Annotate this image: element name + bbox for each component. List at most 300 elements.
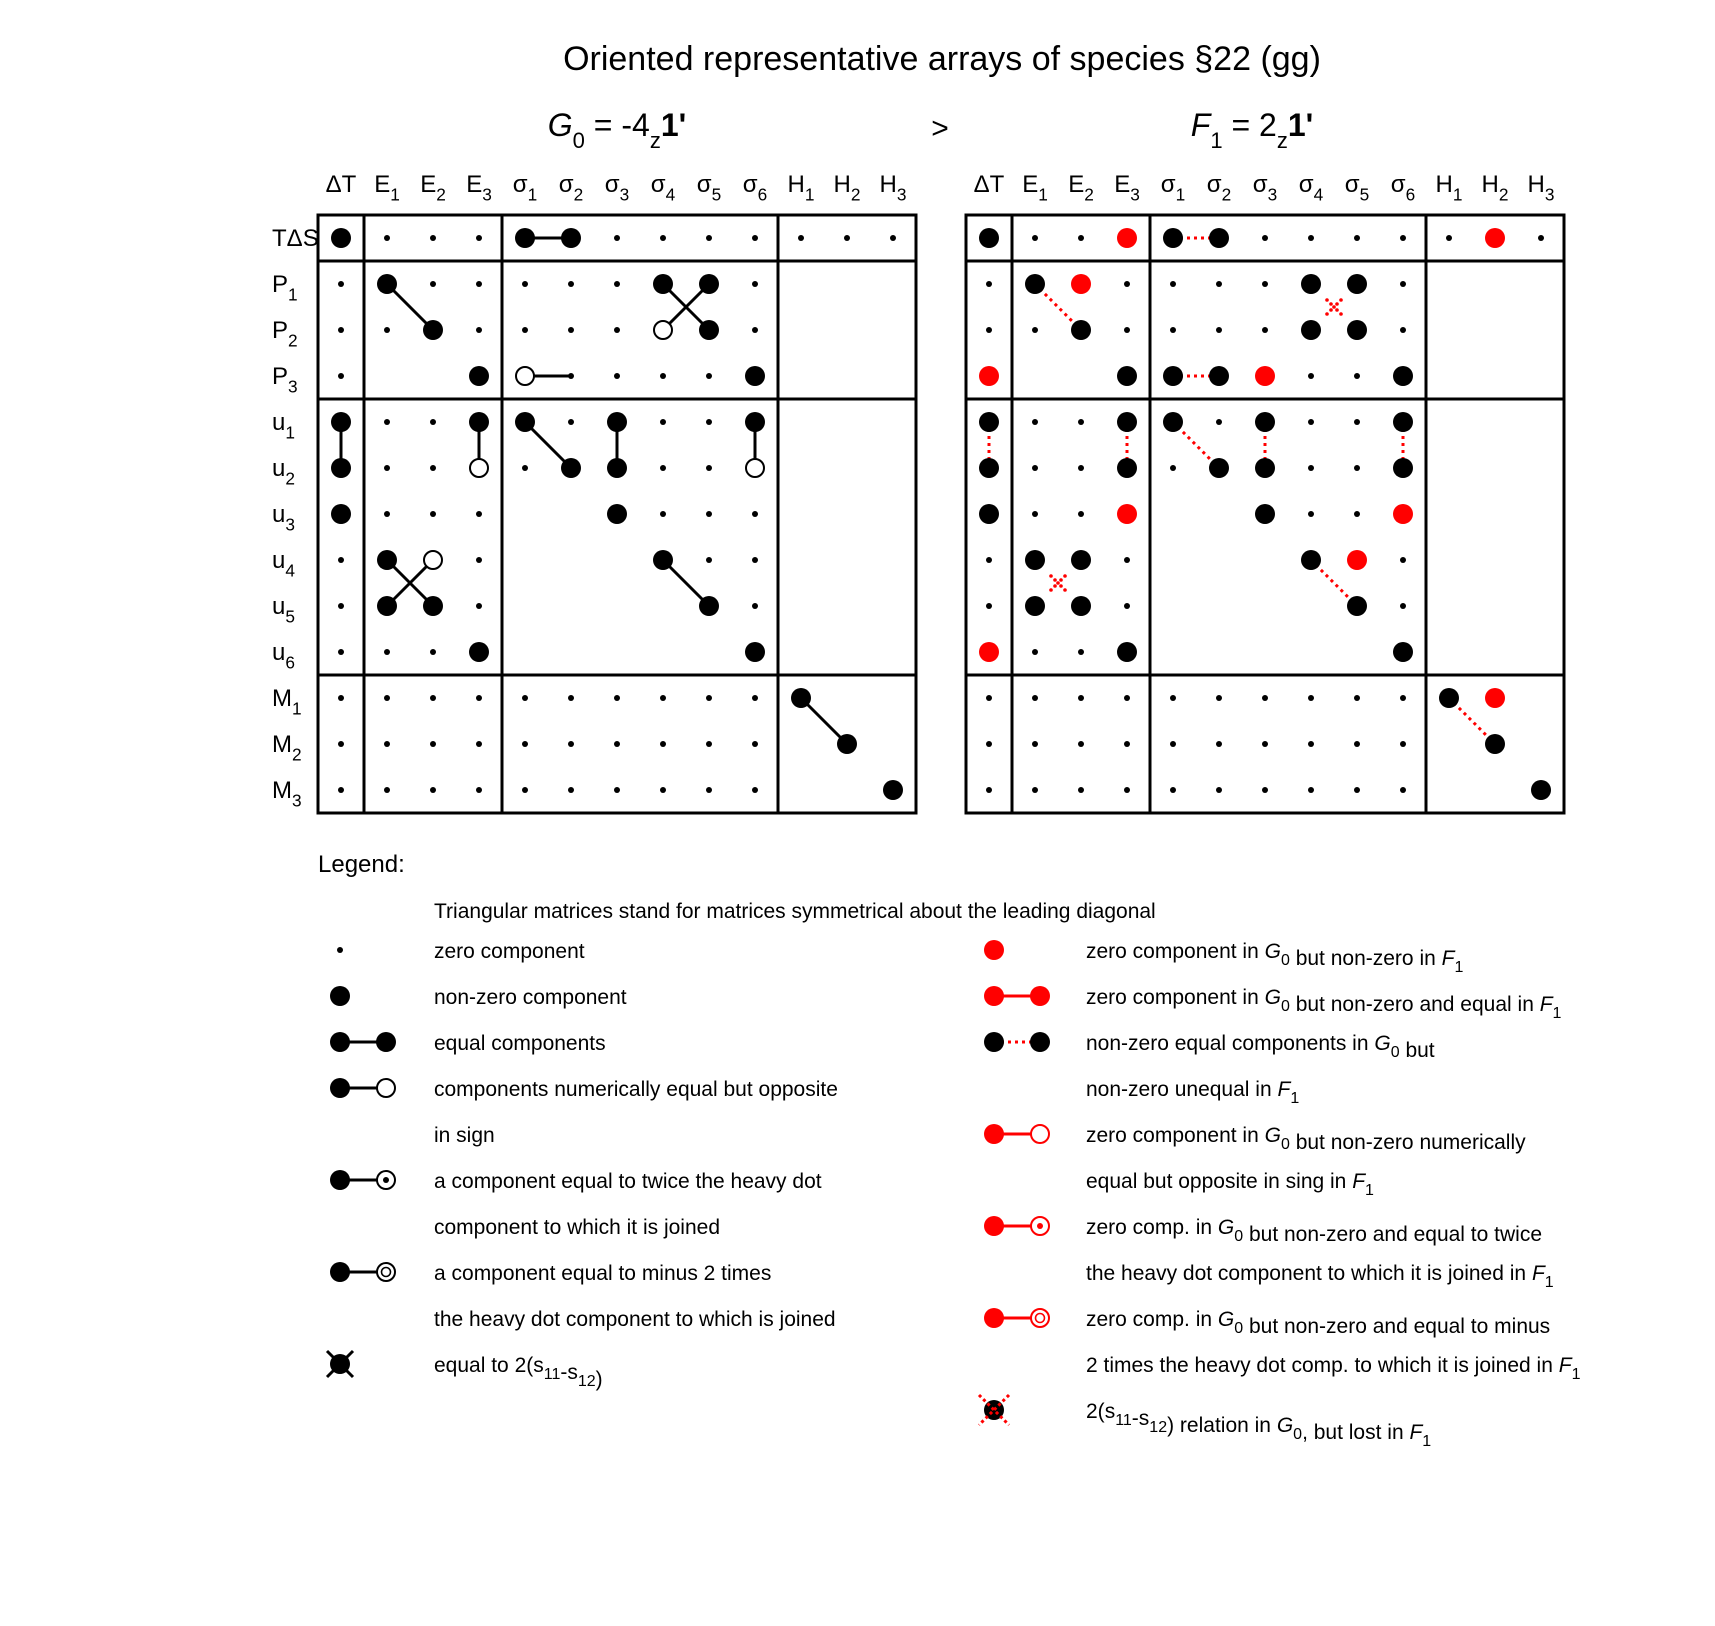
new-nonzero-component — [1117, 504, 1137, 524]
row-header: $u_3$ — [272, 501, 295, 535]
zero-component — [1216, 281, 1222, 287]
zero-component — [1308, 695, 1314, 701]
zero-component — [384, 511, 390, 517]
zero-component — [986, 557, 992, 563]
zero-component — [384, 235, 390, 241]
zero-component — [476, 741, 482, 747]
zero-component — [1354, 373, 1360, 379]
nonzero-component — [1071, 550, 1091, 570]
zero-component — [568, 373, 574, 379]
new-nonzero-component — [1347, 550, 1367, 570]
column-header: $E_1$ — [374, 171, 400, 205]
column-header: $E_2$ — [420, 171, 446, 205]
zero-component — [384, 787, 390, 793]
zero-component — [660, 465, 666, 471]
zero-component — [1032, 649, 1038, 655]
zero-component — [986, 603, 992, 609]
nonzero-component — [331, 228, 351, 248]
legend-text: zero component in $G_0$ but non-zero numerically — [1086, 1124, 1526, 1154]
legend-text: zero component — [434, 940, 585, 963]
zero-component — [752, 741, 758, 747]
nonzero-component — [423, 320, 443, 340]
legend-text: zero component in $G_0$ but non-zero and equal in $F_1$ — [1086, 986, 1562, 1022]
matrix-g0 — [272, 171, 916, 813]
zero-component — [476, 281, 482, 287]
zero-component — [1032, 235, 1038, 241]
nonzero-component — [377, 274, 397, 294]
legend-text: non-zero equal components in $G_0$ but — [1086, 1032, 1435, 1062]
nonzero-component — [1347, 320, 1367, 340]
nonzero-component — [377, 596, 397, 616]
zero-component — [660, 235, 666, 241]
column-header: $\sigma_3$ — [604, 171, 630, 205]
column-header: $\sigma_6$ — [1390, 171, 1416, 205]
zero-component — [752, 787, 758, 793]
zero-component — [1400, 787, 1406, 793]
zero-component — [660, 695, 666, 701]
zero-component — [706, 787, 712, 793]
new-nonzero-component — [1393, 504, 1413, 524]
nonzero-component — [1209, 228, 1229, 248]
zero-component — [1400, 557, 1406, 563]
zero-component — [1124, 603, 1130, 609]
zero-component — [1262, 695, 1268, 701]
row-header: $M_3$ — [272, 777, 302, 811]
legend-text: equal components — [434, 1032, 606, 1055]
legend-text: equal to $2(s_{11}-s_{12})$ — [434, 1354, 603, 1391]
nonzero-component — [1531, 780, 1551, 800]
zero-component — [384, 741, 390, 747]
legend-note: Triangular matrices stand for matrices symmetrical about the leading diagonal — [434, 900, 1156, 923]
zero-component — [706, 465, 712, 471]
row-header: $u_1$ — [272, 409, 295, 443]
zero-component — [1078, 511, 1084, 517]
zero-component — [1032, 465, 1038, 471]
zero-component — [1354, 787, 1360, 793]
zero-component — [568, 741, 574, 747]
new-nonzero-component — [979, 366, 999, 386]
zero-component — [614, 695, 620, 701]
zero-component — [1170, 741, 1176, 747]
opposite-sign-component — [746, 459, 764, 477]
zero-component — [1078, 695, 1084, 701]
zero-component — [384, 465, 390, 471]
zero-component — [1170, 695, 1176, 701]
zero-component — [1216, 787, 1222, 793]
zero-component — [1354, 235, 1360, 241]
zero-component — [1262, 787, 1268, 793]
column-header: $E_1$ — [1022, 171, 1048, 205]
zero-component — [384, 695, 390, 701]
nonzero-component — [331, 458, 351, 478]
nonzero-component — [607, 504, 627, 524]
column-header: $\sigma_1$ — [1160, 171, 1186, 205]
zero-component — [476, 603, 482, 609]
nonzero-component — [1393, 366, 1413, 386]
row-header: TΔS — [272, 225, 319, 252]
column-header: $\sigma_4$ — [650, 171, 676, 205]
row-header: $P_1$ — [272, 271, 298, 305]
zero-component — [1216, 695, 1222, 701]
zero-component — [338, 695, 344, 701]
zero-component — [660, 787, 666, 793]
nonzero-component — [1117, 412, 1137, 432]
nonzero-component — [1025, 596, 1045, 616]
zero-component — [1124, 557, 1130, 563]
zero-component — [1354, 419, 1360, 425]
zero-component — [430, 235, 436, 241]
opposite-sign-component — [424, 551, 442, 569]
zero-component — [1308, 787, 1314, 793]
legend-text: components numerically equal but opposite — [434, 1078, 838, 1101]
nonzero-component — [1209, 366, 1229, 386]
zero-component — [1354, 465, 1360, 471]
new-nonzero-component — [1485, 228, 1505, 248]
zero-component — [706, 511, 712, 517]
opposite-sign-component — [470, 459, 488, 477]
nonzero-component — [745, 412, 765, 432]
zero-component — [338, 373, 344, 379]
zero-component — [522, 695, 528, 701]
zero-component — [614, 281, 620, 287]
zero-component — [1446, 235, 1452, 241]
zero-component — [430, 741, 436, 747]
row-header: $P_2$ — [272, 317, 298, 351]
zero-component — [1354, 741, 1360, 747]
zero-component — [1308, 741, 1314, 747]
legend-text: the heavy dot component to which it is joined in $F_1$ — [1086, 1262, 1554, 1291]
nonzero-component — [1301, 550, 1321, 570]
legend-symbol-twice — [330, 1170, 395, 1190]
zero-component — [338, 787, 344, 793]
nonzero-component — [469, 412, 489, 432]
nonzero-component — [1117, 458, 1137, 478]
new-nonzero-component — [1071, 274, 1091, 294]
zero-component — [430, 465, 436, 471]
zero-component — [568, 327, 574, 333]
column-header: $\sigma_2$ — [1206, 171, 1232, 205]
nonzero-component — [1393, 642, 1413, 662]
legend-text: component to which it is joined — [434, 1216, 720, 1239]
matrix-headings — [548, 107, 1313, 153]
zero-component — [614, 373, 620, 379]
legend-text: the heavy dot component to which is joined — [434, 1308, 836, 1331]
legend — [318, 851, 1581, 1450]
nonzero-component — [1393, 412, 1413, 432]
zero-component — [1032, 327, 1038, 333]
zero-component — [430, 787, 436, 793]
legend-symbol-heavy-dot — [330, 986, 350, 1006]
legend-symbol-red-dot — [984, 940, 1004, 960]
nonzero-component — [1163, 366, 1183, 386]
column-header: $H_1$ — [1435, 171, 1463, 205]
zero-component — [476, 787, 482, 793]
zero-component — [1262, 741, 1268, 747]
zero-component — [1354, 695, 1360, 701]
zero-component — [614, 235, 620, 241]
zero-component — [614, 741, 620, 747]
zero-component — [1354, 511, 1360, 517]
zero-component — [1308, 235, 1314, 241]
zero-component — [1170, 327, 1176, 333]
legend-heading: Legend: — [318, 851, 405, 878]
column-header: $\sigma_2$ — [558, 171, 584, 205]
f1-symbol: $F_1 = 2_z1'$ — [1190, 107, 1314, 153]
zero-component — [522, 281, 528, 287]
row-header: $u_6$ — [272, 639, 295, 673]
zero-component — [1400, 235, 1406, 241]
zero-component — [1308, 465, 1314, 471]
nonzero-component — [699, 596, 719, 616]
nonzero-component — [653, 274, 673, 294]
legend-symbol-opposite — [330, 1078, 395, 1098]
column-header: $\sigma_4$ — [1298, 171, 1324, 205]
legend-text: a component equal to twice the heavy dot — [434, 1170, 822, 1193]
nonzero-component — [423, 596, 443, 616]
legend-symbol-equal — [330, 1032, 396, 1052]
zero-component — [986, 787, 992, 793]
column-header: $\sigma_5$ — [1344, 171, 1370, 205]
zero-component — [568, 695, 574, 701]
zero-component — [752, 281, 758, 287]
zero-component — [660, 511, 666, 517]
zero-component — [430, 511, 436, 517]
zero-component — [568, 787, 574, 793]
zero-component — [522, 327, 528, 333]
nonzero-component — [979, 458, 999, 478]
zero-component — [1400, 695, 1406, 701]
column-header: $H_1$ — [787, 171, 815, 205]
zero-component — [752, 695, 758, 701]
zero-component — [338, 281, 344, 287]
zero-component — [1538, 235, 1544, 241]
zero-component — [1308, 373, 1314, 379]
nonzero-component — [1301, 274, 1321, 294]
zero-component — [986, 327, 992, 333]
zero-component — [430, 419, 436, 425]
nonzero-component — [1025, 550, 1045, 570]
zero-component — [752, 235, 758, 241]
zero-component — [706, 695, 712, 701]
nonzero-component — [1347, 596, 1367, 616]
zero-component — [1308, 511, 1314, 517]
zero-component — [844, 235, 850, 241]
zero-component — [752, 557, 758, 563]
zero-component — [568, 419, 574, 425]
nonzero-component — [1025, 274, 1045, 294]
lost-cross-link — [1049, 574, 1067, 592]
nonzero-component — [1117, 642, 1137, 662]
nonzero-component — [607, 458, 627, 478]
zero-component — [1124, 327, 1130, 333]
nonzero-component — [1255, 458, 1275, 478]
legend-symbol-red-twice — [984, 1216, 1049, 1236]
nonzero-component — [515, 412, 535, 432]
zero-component — [706, 419, 712, 425]
nonzero-component — [745, 366, 765, 386]
zero-component — [522, 741, 528, 747]
nonzero-component — [1347, 274, 1367, 294]
legend-text: in sign — [434, 1124, 495, 1147]
zero-component — [476, 511, 482, 517]
zero-component — [798, 235, 804, 241]
zero-component — [706, 373, 712, 379]
column-header: $E_3$ — [1114, 171, 1140, 205]
column-header: ΔT — [325, 171, 357, 198]
zero-component — [1170, 281, 1176, 287]
nonzero-component — [469, 642, 489, 662]
nonzero-component — [1485, 734, 1505, 754]
nonzero-component — [515, 228, 535, 248]
g0-symbol: $G_0 = -4_z1'$ — [547, 107, 687, 153]
zero-component — [1400, 281, 1406, 287]
nonzero-component — [1209, 458, 1229, 478]
zero-component — [1124, 787, 1130, 793]
matrix-f1 — [966, 171, 1564, 813]
zero-component — [1308, 419, 1314, 425]
zero-component — [1400, 603, 1406, 609]
zero-component — [752, 511, 758, 517]
legend-symbol-dotted-equal — [984, 1032, 1050, 1052]
column-header: $H_3$ — [1527, 171, 1555, 205]
zero-component — [1262, 281, 1268, 287]
column-header: $\sigma_5$ — [696, 171, 722, 205]
nonzero-component — [561, 228, 581, 248]
legend-text: non-zero component — [434, 986, 627, 1009]
new-nonzero-component — [1117, 228, 1137, 248]
zero-component — [1032, 695, 1038, 701]
zero-component — [384, 419, 390, 425]
zero-component — [430, 695, 436, 701]
zero-component — [476, 695, 482, 701]
column-header: $\sigma_3$ — [1252, 171, 1278, 205]
nonzero-component — [469, 366, 489, 386]
nonzero-component — [791, 688, 811, 708]
legend-symbol-small-dot — [337, 947, 343, 953]
nonzero-component — [1439, 688, 1459, 708]
zero-component — [614, 327, 620, 333]
opposite-sign-component — [516, 367, 534, 385]
zero-component — [1216, 327, 1222, 333]
zero-component — [384, 327, 390, 333]
zero-component — [660, 741, 666, 747]
zero-component — [338, 557, 344, 563]
row-header: $u_5$ — [272, 593, 295, 627]
zero-component — [660, 373, 666, 379]
zero-component — [1032, 419, 1038, 425]
zero-component — [338, 603, 344, 609]
legend-symbol-cross-dot — [327, 1351, 353, 1377]
zero-component — [476, 327, 482, 333]
zero-component — [430, 649, 436, 655]
zero-component — [338, 649, 344, 655]
nonzero-component — [331, 504, 351, 524]
zero-component — [1170, 465, 1176, 471]
zero-component — [338, 327, 344, 333]
nonzero-component — [837, 734, 857, 754]
nonzero-component — [377, 550, 397, 570]
nonzero-component — [1255, 504, 1275, 524]
zero-component — [522, 465, 528, 471]
zero-component — [986, 741, 992, 747]
zero-component — [752, 327, 758, 333]
new-nonzero-component — [979, 642, 999, 662]
zero-component — [706, 557, 712, 563]
row-header: $P_3$ — [272, 363, 298, 397]
zero-component — [1262, 235, 1268, 241]
nonzero-component — [699, 274, 719, 294]
row-header: $u_2$ — [272, 455, 295, 489]
legend-symbol-red-equal — [984, 986, 1050, 1006]
zero-component — [476, 557, 482, 563]
nonzero-component — [607, 412, 627, 432]
legend-text: equal but opposite in sing in $F_1$ — [1086, 1170, 1374, 1199]
zero-component — [614, 787, 620, 793]
zero-component — [1124, 281, 1130, 287]
zero-component — [1032, 741, 1038, 747]
zero-component — [1078, 787, 1084, 793]
zero-component — [1124, 695, 1130, 701]
zero-component — [1400, 327, 1406, 333]
zero-component — [1078, 235, 1084, 241]
column-header: $E_2$ — [1068, 171, 1094, 205]
zero-component — [430, 281, 436, 287]
zero-component — [1216, 419, 1222, 425]
zero-component — [706, 235, 712, 241]
new-nonzero-component — [1485, 688, 1505, 708]
row-header: $u_4$ — [272, 547, 295, 581]
nonzero-component — [561, 458, 581, 478]
figure-title: Oriented representative arrays of species §22 (gg) — [563, 40, 1321, 78]
zero-component — [1078, 649, 1084, 655]
nonzero-component — [1163, 412, 1183, 432]
zero-component — [384, 649, 390, 655]
opposite-sign-component — [654, 321, 672, 339]
zero-component — [1032, 511, 1038, 517]
zero-component — [1078, 419, 1084, 425]
zero-component — [986, 695, 992, 701]
zero-component — [522, 787, 528, 793]
nonzero-component — [699, 320, 719, 340]
nonzero-component — [979, 504, 999, 524]
legend-text: zero component in $G_0$ but non-zero in $F_1$ — [1086, 940, 1464, 976]
zero-component — [1216, 741, 1222, 747]
new-nonzero-component — [1255, 366, 1275, 386]
column-header: $H_2$ — [833, 171, 861, 205]
nonzero-component — [653, 550, 673, 570]
column-header: $\sigma_1$ — [512, 171, 538, 205]
column-header: ΔT — [973, 171, 1005, 198]
lost-cross-link — [1325, 298, 1343, 316]
zero-component — [1124, 741, 1130, 747]
nonzero-component — [1255, 412, 1275, 432]
nonzero-component — [1117, 366, 1137, 386]
row-header: $M_1$ — [272, 685, 302, 719]
zero-component — [476, 235, 482, 241]
nonzero-component — [1393, 458, 1413, 478]
legend-symbol-lost-cross — [979, 1395, 1009, 1425]
zero-component — [568, 281, 574, 287]
nonzero-component — [1301, 320, 1321, 340]
column-header: $\sigma_6$ — [742, 171, 768, 205]
zero-component — [1262, 327, 1268, 333]
zero-component — [1400, 741, 1406, 747]
zero-component — [986, 281, 992, 287]
nonzero-component — [979, 412, 999, 432]
zero-component — [1078, 741, 1084, 747]
legend-text: zero comp. in $G_0$ but non-zero and equal to minus — [1086, 1308, 1551, 1338]
legend-text: 2 times the heavy dot comp. to which it is joined in $F_1$ — [1086, 1354, 1581, 1383]
